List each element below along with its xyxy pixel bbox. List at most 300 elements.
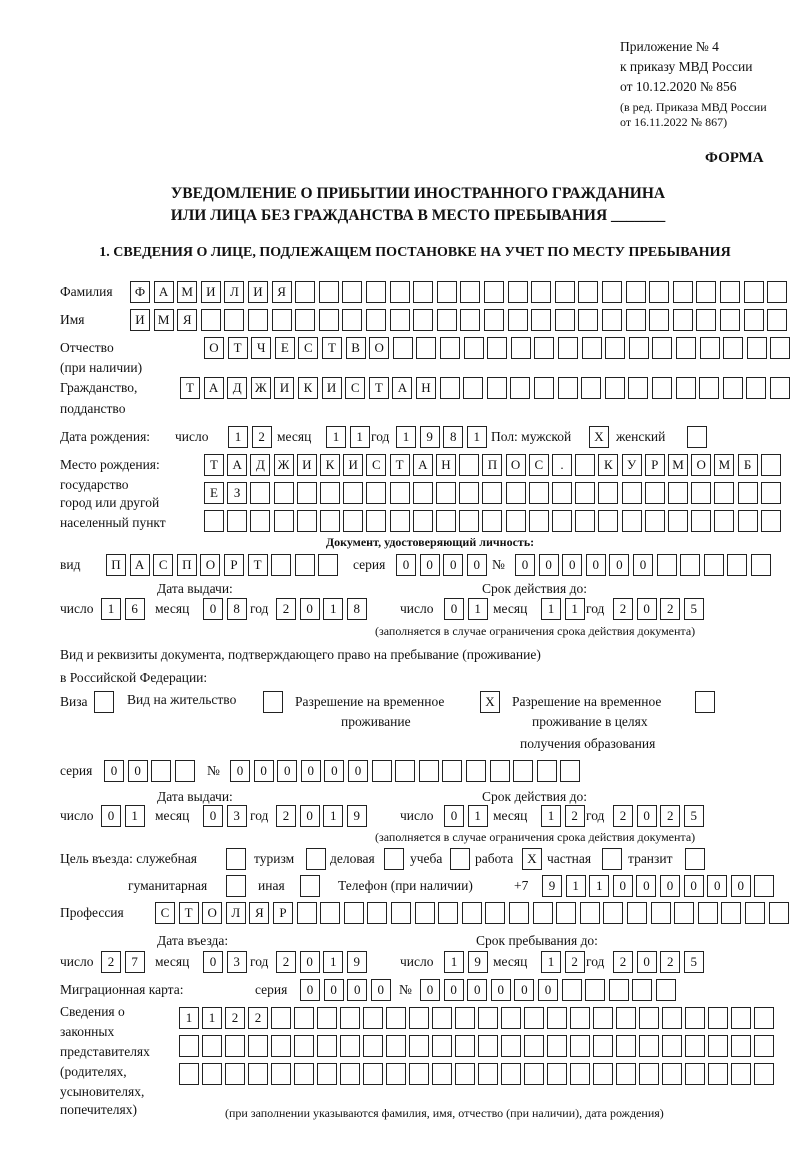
char-cell[interactable]: 1 <box>396 426 416 448</box>
char-cell[interactable] <box>747 337 767 359</box>
char-cell[interactable] <box>501 1007 521 1029</box>
char-cell[interactable]: 5 <box>684 598 704 620</box>
char-cell[interactable] <box>605 377 625 399</box>
char-cell[interactable] <box>440 377 460 399</box>
char-cell[interactable] <box>274 510 294 532</box>
char-cell[interactable]: О <box>691 454 711 476</box>
char-cell[interactable]: 5 <box>684 805 704 827</box>
char-cell[interactable]: 8 <box>347 598 367 620</box>
char-cell[interactable]: 1 <box>566 875 586 897</box>
char-cell[interactable] <box>386 1063 406 1085</box>
char-cell[interactable]: Т <box>204 454 224 476</box>
char-cell[interactable] <box>651 902 671 924</box>
char-cell[interactable] <box>201 309 221 331</box>
char-cell[interactable] <box>340 1035 360 1057</box>
char-cell[interactable] <box>390 309 410 331</box>
char-cell[interactable]: 0 <box>467 554 487 576</box>
char-cell[interactable]: 1 <box>323 598 343 620</box>
char-cell[interactable] <box>727 554 747 576</box>
char-cell[interactable] <box>390 482 410 504</box>
char-cell[interactable] <box>436 482 456 504</box>
char-cell[interactable]: 9 <box>347 951 367 973</box>
char-cell[interactable]: Т <box>248 554 268 576</box>
char-cell[interactable]: 0 <box>230 760 250 782</box>
char-cell[interactable] <box>202 1035 222 1057</box>
char-cell[interactable] <box>761 510 781 532</box>
char-cell[interactable] <box>632 979 652 1001</box>
char-cell[interactable]: 9 <box>347 805 367 827</box>
checkbox-cell[interactable] <box>226 848 246 870</box>
char-cell[interactable] <box>745 902 765 924</box>
char-cell[interactable] <box>478 1035 498 1057</box>
char-cell[interactable]: А <box>392 377 412 399</box>
char-cell[interactable] <box>317 1035 337 1057</box>
char-cell[interactable]: Ч <box>251 337 271 359</box>
char-cell[interactable] <box>685 1007 705 1029</box>
char-cell[interactable] <box>482 510 502 532</box>
char-cell[interactable]: 0 <box>101 805 121 827</box>
char-cell[interactable] <box>225 1063 245 1085</box>
char-cell[interactable]: 3 <box>227 805 247 827</box>
char-cell[interactable]: 0 <box>203 598 223 620</box>
char-cell[interactable]: И <box>274 377 294 399</box>
char-cell[interactable] <box>524 1007 544 1029</box>
char-cell[interactable] <box>513 760 533 782</box>
checkbox-cell[interactable]: X <box>589 426 609 448</box>
char-cell[interactable] <box>506 510 526 532</box>
char-cell[interactable] <box>455 1007 475 1029</box>
char-cell[interactable]: 1 <box>541 805 561 827</box>
char-cell[interactable]: Ж <box>251 377 271 399</box>
char-cell[interactable] <box>437 309 457 331</box>
char-cell[interactable]: 2 <box>613 805 633 827</box>
char-cell[interactable] <box>363 1007 383 1029</box>
char-cell[interactable] <box>179 1063 199 1085</box>
char-cell[interactable] <box>738 482 758 504</box>
char-cell[interactable] <box>662 1063 682 1085</box>
char-cell[interactable]: О <box>369 337 389 359</box>
char-cell[interactable] <box>754 1063 774 1085</box>
char-cell[interactable] <box>416 337 436 359</box>
char-cell[interactable]: 2 <box>252 426 272 448</box>
char-cell[interactable] <box>175 760 195 782</box>
char-cell[interactable]: 1 <box>468 805 488 827</box>
char-cell[interactable] <box>746 377 766 399</box>
char-cell[interactable] <box>676 337 696 359</box>
char-cell[interactable]: О <box>506 454 526 476</box>
char-cell[interactable] <box>432 1063 452 1085</box>
char-cell[interactable] <box>462 902 482 924</box>
char-cell[interactable] <box>754 875 774 897</box>
checkbox-cell[interactable] <box>384 848 404 870</box>
checkbox-cell[interactable] <box>687 426 707 448</box>
char-cell[interactable] <box>202 1063 222 1085</box>
char-cell[interactable]: 6 <box>125 598 145 620</box>
char-cell[interactable] <box>413 482 433 504</box>
char-cell[interactable]: 1 <box>179 1007 199 1029</box>
char-cell[interactable] <box>390 281 410 303</box>
char-cell[interactable]: А <box>154 281 174 303</box>
char-cell[interactable]: И <box>201 281 221 303</box>
char-cell[interactable] <box>204 510 224 532</box>
char-cell[interactable]: Р <box>273 902 293 924</box>
char-cell[interactable] <box>645 510 665 532</box>
char-cell[interactable] <box>555 281 575 303</box>
char-cell[interactable] <box>459 454 479 476</box>
char-cell[interactable] <box>547 1007 567 1029</box>
char-cell[interactable]: 0 <box>491 979 511 1001</box>
char-cell[interactable] <box>506 482 526 504</box>
char-cell[interactable]: 2 <box>660 805 680 827</box>
char-cell[interactable]: М <box>154 309 174 331</box>
char-cell[interactable]: 1 <box>323 805 343 827</box>
char-cell[interactable] <box>657 554 677 576</box>
char-cell[interactable]: 0 <box>444 979 464 1001</box>
char-cell[interactable]: 0 <box>420 554 440 576</box>
char-cell[interactable] <box>409 1007 429 1029</box>
char-cell[interactable] <box>585 979 605 1001</box>
char-cell[interactable] <box>605 337 625 359</box>
char-cell[interactable]: 0 <box>396 554 416 576</box>
char-cell[interactable]: П <box>482 454 502 476</box>
char-cell[interactable]: 0 <box>104 760 124 782</box>
char-cell[interactable] <box>225 1035 245 1057</box>
char-cell[interactable] <box>770 377 790 399</box>
char-cell[interactable]: 0 <box>444 598 464 620</box>
char-cell[interactable]: Л <box>226 902 246 924</box>
char-cell[interactable]: 0 <box>637 951 657 973</box>
char-cell[interactable] <box>295 309 315 331</box>
char-cell[interactable] <box>413 309 433 331</box>
char-cell[interactable] <box>320 482 340 504</box>
char-cell[interactable]: 0 <box>324 760 344 782</box>
char-cell[interactable] <box>274 482 294 504</box>
checkbox-cell[interactable] <box>695 691 715 713</box>
char-cell[interactable] <box>723 337 743 359</box>
char-cell[interactable]: 0 <box>609 554 629 576</box>
char-cell[interactable]: 2 <box>660 598 680 620</box>
char-cell[interactable]: Е <box>275 337 295 359</box>
char-cell[interactable] <box>318 554 338 576</box>
char-cell[interactable] <box>704 554 724 576</box>
char-cell[interactable] <box>603 902 623 924</box>
char-cell[interactable]: 1 <box>101 598 121 620</box>
char-cell[interactable] <box>510 377 530 399</box>
char-cell[interactable] <box>744 281 764 303</box>
char-cell[interactable] <box>478 1063 498 1085</box>
char-cell[interactable]: Т <box>390 454 410 476</box>
checkbox-cell[interactable] <box>300 875 320 897</box>
char-cell[interactable]: 1 <box>444 951 464 973</box>
char-cell[interactable] <box>390 510 410 532</box>
char-cell[interactable]: 9 <box>468 951 488 973</box>
char-cell[interactable] <box>570 1007 590 1029</box>
char-cell[interactable] <box>652 337 672 359</box>
char-cell[interactable] <box>721 902 741 924</box>
char-cell[interactable] <box>761 454 781 476</box>
char-cell[interactable] <box>680 554 700 576</box>
char-cell[interactable] <box>656 979 676 1001</box>
char-cell[interactable] <box>317 1007 337 1029</box>
char-cell[interactable]: Ф <box>130 281 150 303</box>
char-cell[interactable]: 0 <box>203 951 223 973</box>
char-cell[interactable] <box>386 1007 406 1029</box>
char-cell[interactable] <box>570 1063 590 1085</box>
char-cell[interactable] <box>419 760 439 782</box>
char-cell[interactable]: У <box>622 454 642 476</box>
char-cell[interactable]: М <box>177 281 197 303</box>
char-cell[interactable] <box>509 902 529 924</box>
char-cell[interactable] <box>501 1063 521 1085</box>
checkbox-cell[interactable] <box>94 691 114 713</box>
checkbox-cell[interactable] <box>685 848 705 870</box>
char-cell[interactable] <box>533 902 553 924</box>
char-cell[interactable]: 2 <box>660 951 680 973</box>
char-cell[interactable]: О <box>200 554 220 576</box>
char-cell[interactable] <box>627 902 647 924</box>
char-cell[interactable] <box>524 1063 544 1085</box>
char-cell[interactable] <box>662 1007 682 1029</box>
char-cell[interactable] <box>478 1007 498 1029</box>
char-cell[interactable] <box>432 1007 452 1029</box>
char-cell[interactable] <box>342 309 362 331</box>
char-cell[interactable] <box>714 482 734 504</box>
char-cell[interactable] <box>552 510 572 532</box>
char-cell[interactable]: М <box>668 454 688 476</box>
char-cell[interactable]: 0 <box>443 554 463 576</box>
char-cell[interactable] <box>626 309 646 331</box>
char-cell[interactable]: 0 <box>633 554 653 576</box>
char-cell[interactable] <box>508 309 528 331</box>
char-cell[interactable]: 3 <box>227 951 247 973</box>
char-cell[interactable] <box>344 902 364 924</box>
char-cell[interactable] <box>485 902 505 924</box>
checkbox-cell[interactable]: X <box>522 848 542 870</box>
char-cell[interactable] <box>459 510 479 532</box>
char-cell[interactable] <box>511 337 531 359</box>
char-cell[interactable] <box>409 1035 429 1057</box>
char-cell[interactable]: И <box>130 309 150 331</box>
char-cell[interactable]: Т <box>179 902 199 924</box>
char-cell[interactable] <box>271 1035 291 1057</box>
char-cell[interactable]: 0 <box>539 554 559 576</box>
checkbox-cell[interactable] <box>306 848 326 870</box>
char-cell[interactable] <box>342 281 362 303</box>
char-cell[interactable] <box>227 510 247 532</box>
char-cell[interactable] <box>463 377 483 399</box>
char-cell[interactable] <box>593 1035 613 1057</box>
char-cell[interactable] <box>616 1035 636 1057</box>
char-cell[interactable] <box>432 1035 452 1057</box>
char-cell[interactable]: 0 <box>514 979 534 1001</box>
char-cell[interactable] <box>754 1035 774 1057</box>
char-cell[interactable]: 1 <box>541 951 561 973</box>
char-cell[interactable] <box>271 1007 291 1029</box>
char-cell[interactable] <box>271 554 291 576</box>
char-cell[interactable]: 0 <box>300 979 320 1001</box>
char-cell[interactable]: О <box>204 337 224 359</box>
char-cell[interactable]: 2 <box>276 598 296 620</box>
char-cell[interactable]: 1 <box>467 426 487 448</box>
char-cell[interactable]: 0 <box>538 979 558 1001</box>
char-cell[interactable] <box>319 281 339 303</box>
char-cell[interactable] <box>616 1063 636 1085</box>
char-cell[interactable] <box>698 902 718 924</box>
char-cell[interactable] <box>685 1035 705 1057</box>
char-cell[interactable] <box>547 1063 567 1085</box>
char-cell[interactable] <box>484 281 504 303</box>
char-cell[interactable] <box>744 309 764 331</box>
char-cell[interactable]: 0 <box>371 979 391 1001</box>
char-cell[interactable]: С <box>153 554 173 576</box>
char-cell[interactable] <box>531 309 551 331</box>
char-cell[interactable] <box>508 281 528 303</box>
char-cell[interactable]: И <box>248 281 268 303</box>
char-cell[interactable] <box>534 377 554 399</box>
char-cell[interactable] <box>248 1063 268 1085</box>
char-cell[interactable] <box>708 1035 728 1057</box>
char-cell[interactable] <box>649 309 669 331</box>
char-cell[interactable] <box>673 281 693 303</box>
char-cell[interactable]: 1 <box>202 1007 222 1029</box>
char-cell[interactable] <box>676 377 696 399</box>
char-cell[interactable] <box>562 979 582 1001</box>
char-cell[interactable] <box>652 377 672 399</box>
char-cell[interactable] <box>272 309 292 331</box>
char-cell[interactable] <box>340 1063 360 1085</box>
char-cell[interactable] <box>271 1063 291 1085</box>
char-cell[interactable] <box>460 309 480 331</box>
char-cell[interactable] <box>317 1063 337 1085</box>
char-cell[interactable] <box>580 902 600 924</box>
checkbox-cell[interactable] <box>263 691 283 713</box>
char-cell[interactable]: Б <box>738 454 758 476</box>
char-cell[interactable] <box>616 1007 636 1029</box>
char-cell[interactable]: И <box>343 454 363 476</box>
char-cell[interactable] <box>366 281 386 303</box>
char-cell[interactable]: И <box>297 454 317 476</box>
char-cell[interactable]: С <box>345 377 365 399</box>
char-cell[interactable] <box>366 482 386 504</box>
char-cell[interactable]: 0 <box>684 875 704 897</box>
char-cell[interactable]: 0 <box>348 760 368 782</box>
char-cell[interactable] <box>320 902 340 924</box>
char-cell[interactable] <box>529 510 549 532</box>
char-cell[interactable] <box>699 377 719 399</box>
char-cell[interactable] <box>363 1063 383 1085</box>
checkbox-cell[interactable] <box>226 875 246 897</box>
char-cell[interactable] <box>578 281 598 303</box>
char-cell[interactable] <box>531 281 551 303</box>
char-cell[interactable] <box>598 510 618 532</box>
char-cell[interactable]: 1 <box>350 426 370 448</box>
char-cell[interactable]: 0 <box>637 805 657 827</box>
char-cell[interactable] <box>769 902 789 924</box>
char-cell[interactable] <box>294 1063 314 1085</box>
char-cell[interactable]: 0 <box>444 805 464 827</box>
char-cell[interactable] <box>578 309 598 331</box>
char-cell[interactable] <box>367 902 387 924</box>
char-cell[interactable] <box>628 377 648 399</box>
char-cell[interactable]: П <box>177 554 197 576</box>
char-cell[interactable] <box>437 281 457 303</box>
char-cell[interactable] <box>558 337 578 359</box>
char-cell[interactable] <box>556 902 576 924</box>
char-cell[interactable] <box>575 482 595 504</box>
char-cell[interactable]: М <box>714 454 734 476</box>
char-cell[interactable] <box>674 902 694 924</box>
char-cell[interactable]: Я <box>249 902 269 924</box>
char-cell[interactable] <box>696 309 716 331</box>
char-cell[interactable]: Л <box>224 281 244 303</box>
char-cell[interactable]: 5 <box>684 951 704 973</box>
char-cell[interactable]: 0 <box>731 875 751 897</box>
char-cell[interactable] <box>639 1007 659 1029</box>
char-cell[interactable] <box>662 1035 682 1057</box>
char-cell[interactable] <box>708 1007 728 1029</box>
char-cell[interactable]: Р <box>645 454 665 476</box>
char-cell[interactable] <box>464 337 484 359</box>
char-cell[interactable]: 1 <box>326 426 346 448</box>
char-cell[interactable]: 9 <box>420 426 440 448</box>
char-cell[interactable]: П <box>106 554 126 576</box>
char-cell[interactable] <box>179 1035 199 1057</box>
checkbox-cell[interactable] <box>450 848 470 870</box>
char-cell[interactable] <box>455 1035 475 1057</box>
char-cell[interactable] <box>575 454 595 476</box>
char-cell[interactable] <box>295 281 315 303</box>
char-cell[interactable]: О <box>202 902 222 924</box>
char-cell[interactable] <box>409 1063 429 1085</box>
char-cell[interactable] <box>767 281 787 303</box>
char-cell[interactable] <box>691 482 711 504</box>
char-cell[interactable] <box>602 281 622 303</box>
char-cell[interactable]: З <box>227 482 247 504</box>
char-cell[interactable]: 1 <box>589 875 609 897</box>
char-cell[interactable] <box>639 1035 659 1057</box>
char-cell[interactable]: С <box>155 902 175 924</box>
char-cell[interactable]: 8 <box>443 426 463 448</box>
char-cell[interactable] <box>372 760 392 782</box>
char-cell[interactable] <box>366 309 386 331</box>
char-cell[interactable] <box>415 902 435 924</box>
char-cell[interactable] <box>395 760 415 782</box>
char-cell[interactable]: 0 <box>300 805 320 827</box>
char-cell[interactable]: С <box>366 454 386 476</box>
char-cell[interactable]: 0 <box>660 875 680 897</box>
char-cell[interactable]: 0 <box>515 554 535 576</box>
char-cell[interactable]: Я <box>177 309 197 331</box>
char-cell[interactable] <box>761 482 781 504</box>
char-cell[interactable] <box>413 281 433 303</box>
char-cell[interactable]: 0 <box>420 979 440 1001</box>
char-cell[interactable] <box>649 281 669 303</box>
char-cell[interactable] <box>609 979 629 1001</box>
char-cell[interactable] <box>575 510 595 532</box>
char-cell[interactable] <box>581 377 601 399</box>
char-cell[interactable] <box>366 510 386 532</box>
char-cell[interactable] <box>224 309 244 331</box>
char-cell[interactable] <box>343 510 363 532</box>
char-cell[interactable]: К <box>298 377 318 399</box>
char-cell[interactable] <box>708 1063 728 1085</box>
char-cell[interactable]: 0 <box>277 760 297 782</box>
char-cell[interactable] <box>487 337 507 359</box>
char-cell[interactable]: А <box>227 454 247 476</box>
char-cell[interactable] <box>297 510 317 532</box>
char-cell[interactable] <box>547 1035 567 1057</box>
char-cell[interactable]: 1 <box>565 598 585 620</box>
